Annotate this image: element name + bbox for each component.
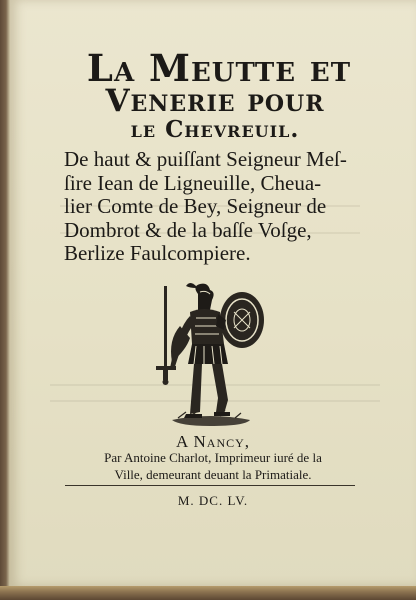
title-line-3: le Chevreuil.	[130, 116, 300, 143]
page-bottom-edge	[0, 586, 416, 600]
dedication-line: ſire Iean de Ligneuille, Cheua-	[64, 170, 322, 195]
dedication-line: Berlize Faulcompiere.	[64, 241, 251, 265]
publication-date: M. DC. LV.	[177, 493, 249, 508]
imprint-printer: Par Antoine Charlot, Imprimeur iuré de la	[104, 450, 322, 465]
title-line-1: La Meutte et	[86, 46, 352, 90]
dedication-line: lier Comte de Bey, Seigneur de	[64, 194, 327, 218]
dedication-line: Dombrot & de la baſſe Voſge,	[64, 217, 312, 242]
book-page	[10, 0, 416, 586]
knight-woodcut-icon	[150, 280, 280, 430]
imprint-residence: Ville, demeurant deuant la Primatiale.	[114, 467, 312, 482]
title-line-2: Venerie pour	[105, 83, 325, 119]
dedication-line: De haut & puiſſant Seigneur Meſ-	[64, 147, 347, 171]
imprint-place: A Nancy,	[175, 432, 251, 451]
divider-rule	[65, 485, 355, 486]
dedication-text	[64, 148, 394, 266]
